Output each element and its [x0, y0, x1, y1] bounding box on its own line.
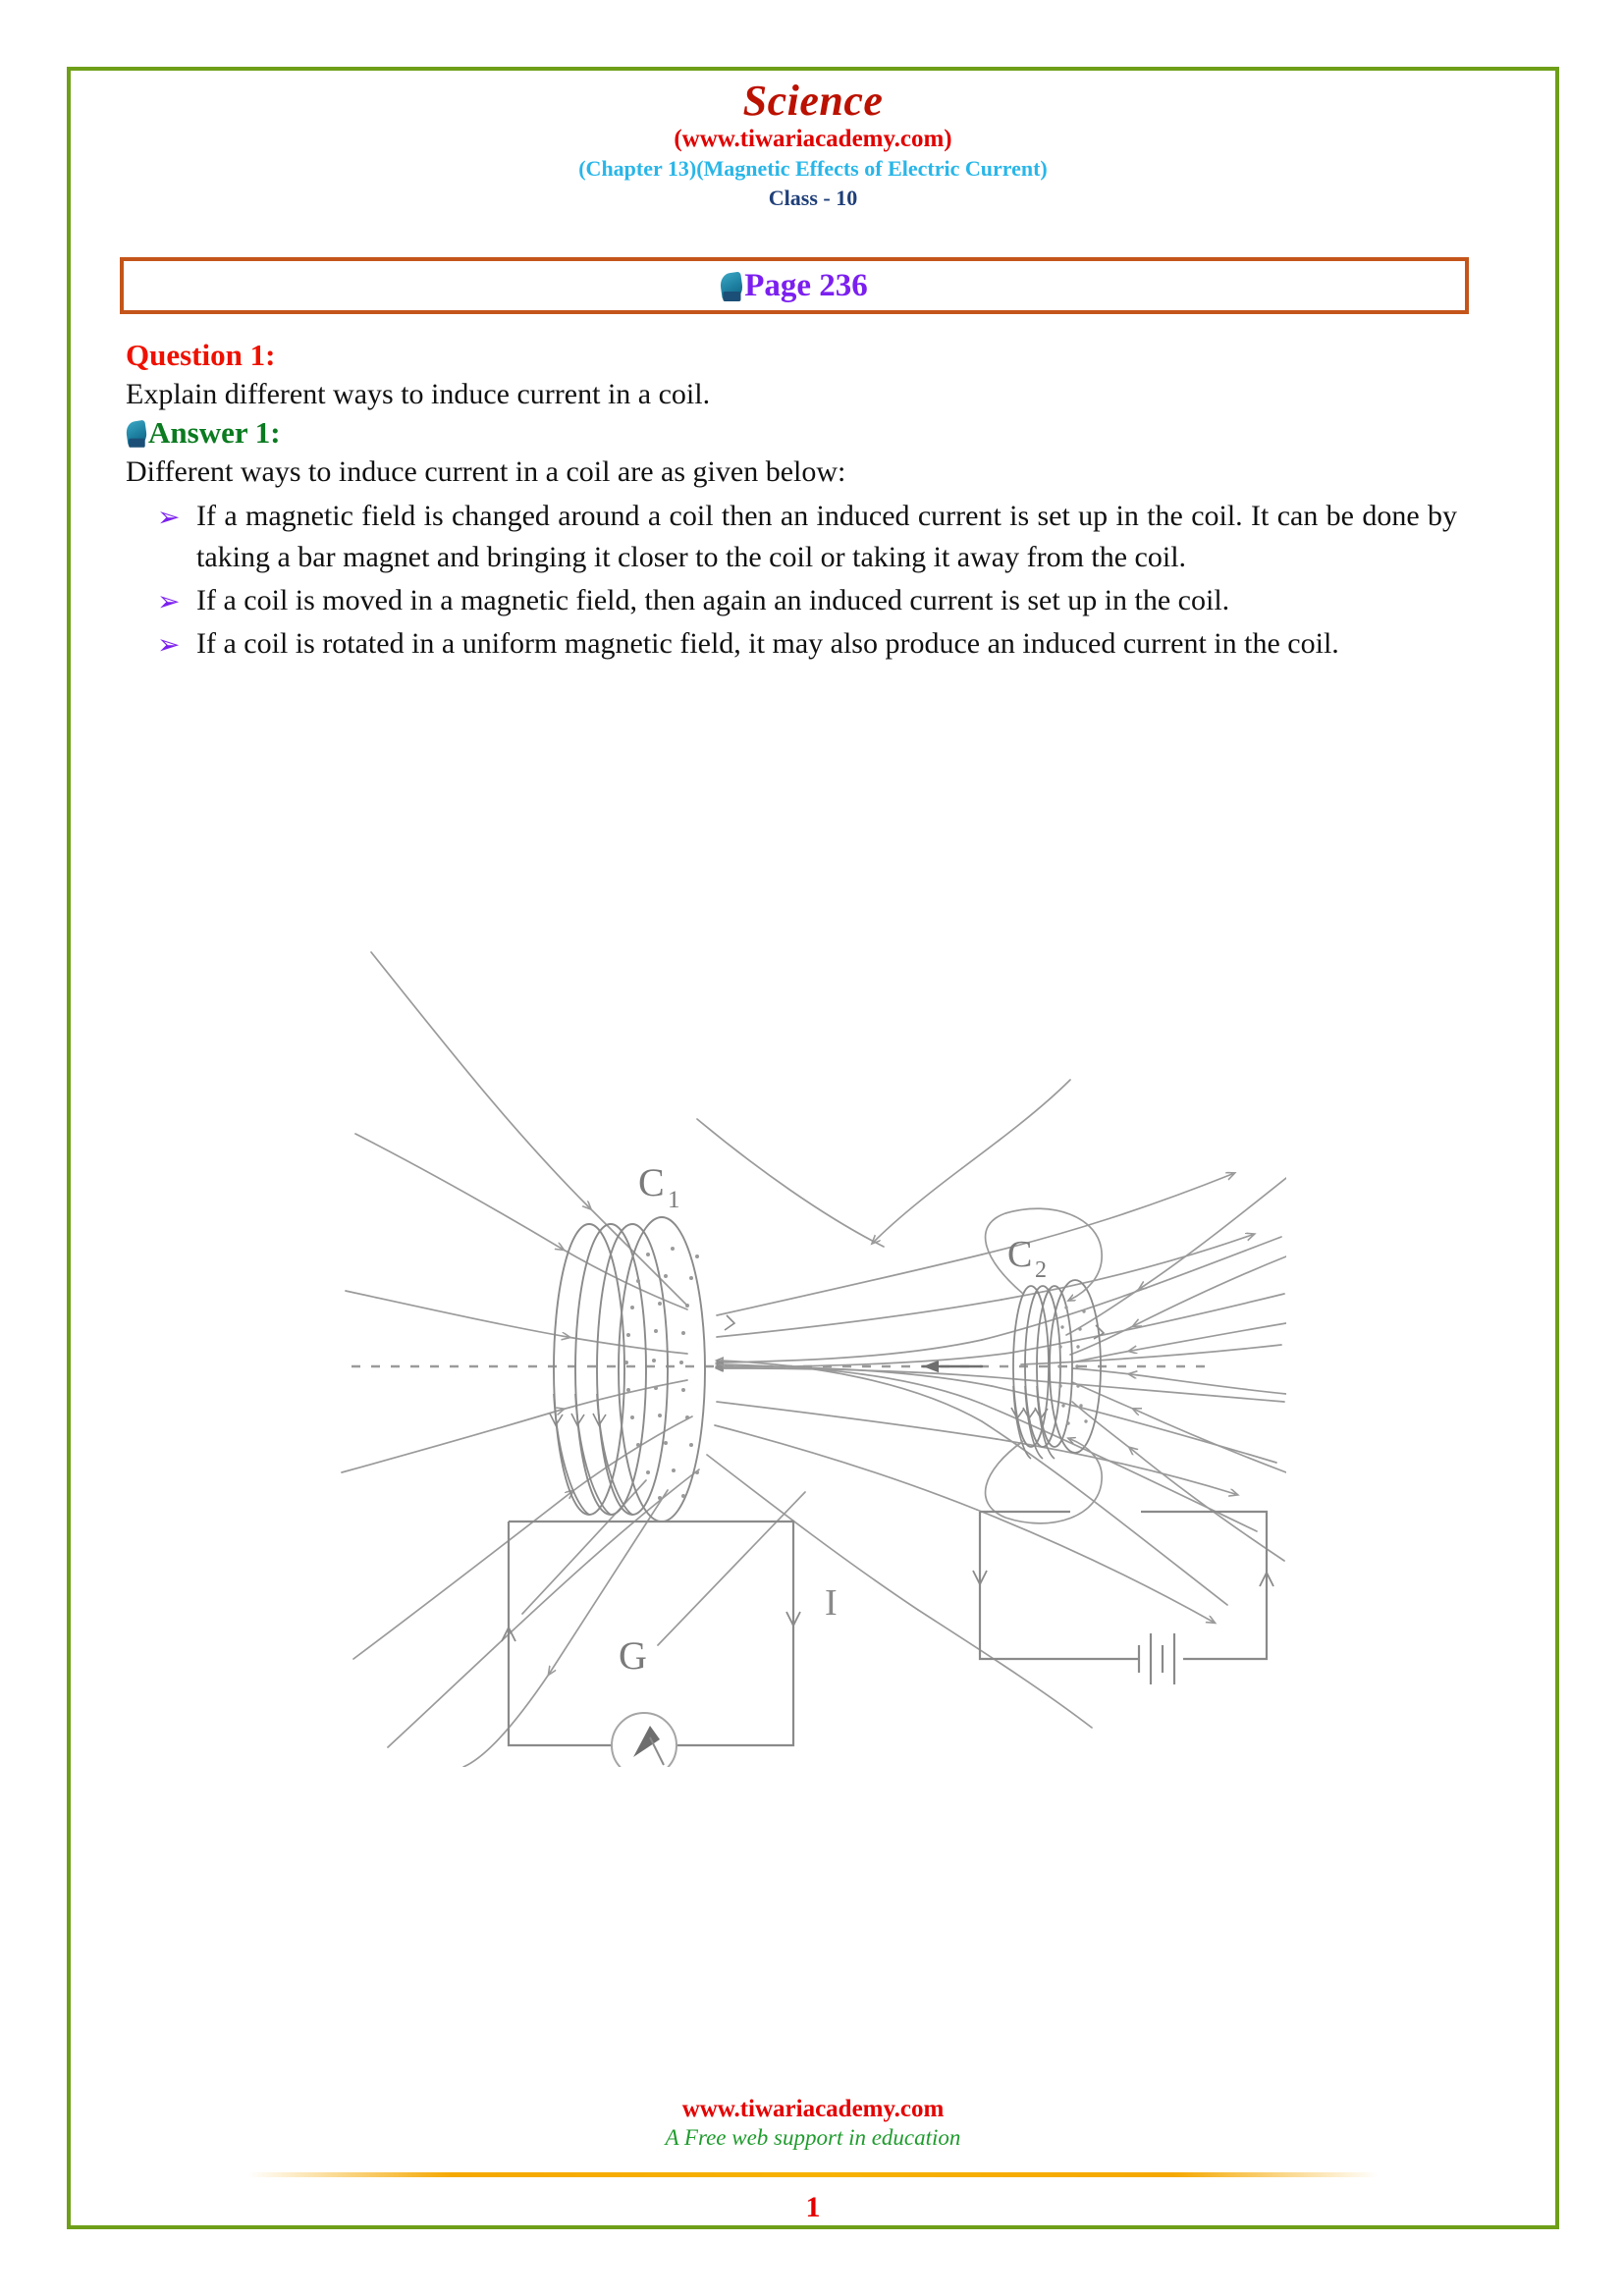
page-number-banner [120, 257, 1469, 314]
header-site-url: (www.tiwariacademy.com) [674, 126, 952, 153]
document-header [67, 79, 1559, 211]
answer-intro-text: Different ways to induce current in a coil are as given below: [126, 454, 846, 488]
footer-page-number: 1 [805, 2191, 821, 2223]
label-coil-c2: C [1007, 1234, 1033, 1275]
question-text: Explain different ways to induce current in a coil. [126, 377, 711, 410]
label-current: I [825, 1582, 838, 1624]
label-galvanometer: G [619, 1633, 647, 1678]
label-coil-c1: C [638, 1160, 665, 1204]
arrow-bullet-icon: ➢ [157, 502, 181, 533]
list-item-text: If a magnetic field is changed around a coil then an induced current is set up in the coil. It can be done by taking a bar magnet and bringing it closer to the coil or taking it away from the coil. [196, 499, 1457, 573]
svg-text:2: 2 [1035, 1257, 1047, 1283]
header-chapter-line: (Chapter 13)(Magnetic Effects of Electric Current) [578, 156, 1048, 182]
list-item [126, 623, 1461, 665]
content-body [126, 336, 1461, 667]
arrow-bullet-icon: ➢ [157, 629, 181, 661]
induction-diagram-svg [295, 883, 1286, 1767]
header-class-line: Class - 10 [768, 186, 858, 211]
question-heading: Question 1: [126, 338, 276, 372]
answer-heading: Answer 1: [148, 415, 281, 451]
list-item-text: If a coil is moved in a magnetic field, then again an induced current is set up in the coil. [196, 583, 1230, 616]
induction-diagram [295, 883, 1286, 1767]
list-item [126, 496, 1461, 578]
arrow-bullet-icon: ➢ [157, 586, 181, 617]
answer-heading-row [126, 413, 1461, 453]
answer-points-list [126, 496, 1461, 665]
footer-divider [248, 2172, 1378, 2177]
svg-text:1: 1 [668, 1187, 680, 1213]
tiwari-feather-icon [125, 419, 148, 446]
page-number-banner-inner [721, 268, 868, 304]
list-item [126, 580, 1461, 621]
footer-tagline: A Free web support in education [665, 2125, 961, 2150]
list-item-text: If a coil is rotated in a uniform magnetic field, it may also produce an induced current in the coil. [196, 626, 1339, 660]
page-banner-label: Page 236 [744, 267, 868, 303]
document-footer [67, 2096, 1559, 2224]
footer-site-url: www.tiwariacademy.com [681, 2096, 945, 2122]
document-title: Science [742, 77, 884, 125]
tiwari-feather-icon [719, 271, 744, 300]
